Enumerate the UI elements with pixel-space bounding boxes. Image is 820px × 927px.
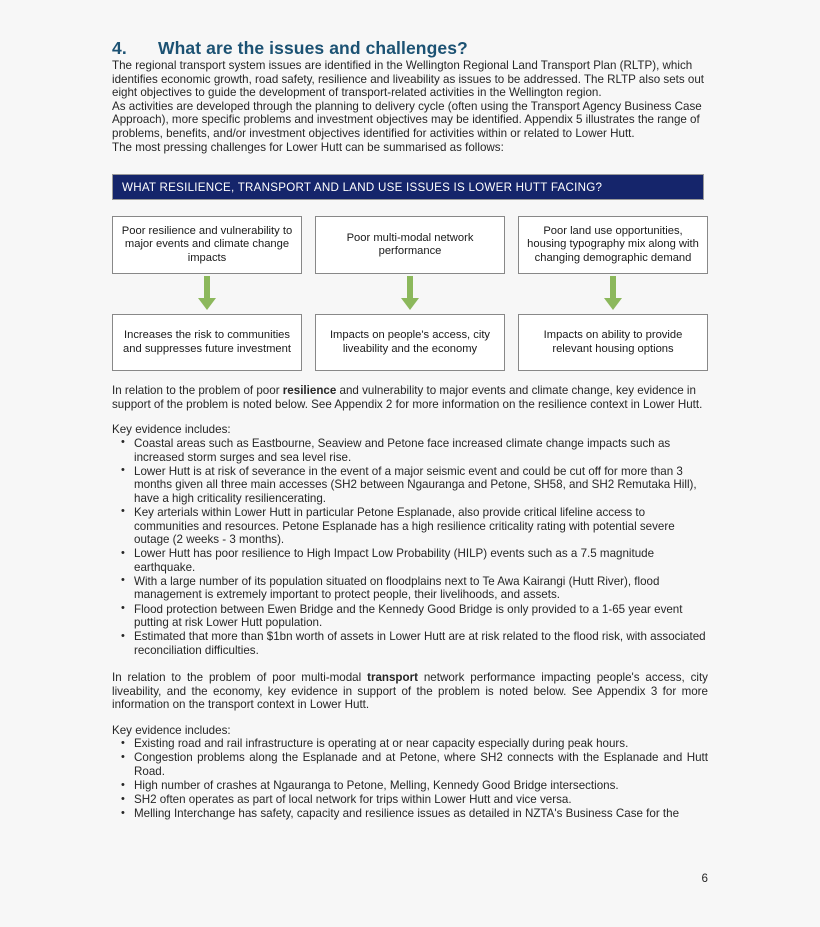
issues-diagram [112, 216, 708, 371]
resilience-lead-in: Key evidence includes: [112, 423, 231, 437]
list-item: • SH2 often operates as part of local network for trips within Lower Hutt and vice versa. [134, 793, 708, 807]
consequence-box-2: Impacts on people's access, city liveability and the economy [315, 314, 505, 371]
resilience-bullet-list [112, 437, 708, 658]
diagram-column-3-bottom [518, 314, 708, 371]
page-content [112, 0, 708, 885]
page-number: 6 [701, 872, 708, 885]
page-title [112, 38, 708, 59]
diagram-arrow-row [112, 274, 708, 314]
intro-paragraph-3: The most pressing challenges for Lower Hutt can be summarised as follows: [112, 140, 504, 154]
section-banner: WHAT RESILIENCE, TRANSPORT AND LAND USE ISSUES IS LOWER HUTT FACING? [112, 174, 704, 200]
diagram-column-1-bottom [112, 314, 302, 371]
list-item: • High number of crashes at Ngauranga to Petone, Melling, Kennedy Good Bridge intersections. [134, 779, 708, 793]
intro-paragraph-2: As activities are developed through the planning to delivery cycle (often using the Transport Agency Business Case Approach), more specific problems and investment objectives may be identified. Appendix 5 illustrates the range of problems, benefits, and/or investment objectives identified for activities within or related to Lower Hutt. [112, 99, 702, 140]
list-item: • Coastal areas such as Eastbourne, Seaview and Petone face increased climate change impacts such as increased storm surges and sea level rise. [134, 437, 708, 464]
diagram-problem-row [112, 216, 708, 274]
diagram-column-1 [112, 216, 302, 274]
list-item: • Lower Hutt has poor resilience to High Impact Low Probability (HILP) events such as a 7.5 magnitude earthquake. [134, 547, 708, 574]
diagram-column-3 [518, 216, 708, 274]
transport-lead-in: Key evidence includes: [112, 723, 231, 737]
resilience-keyword: resilience [282, 384, 337, 398]
diagram-column-2-bottom [315, 314, 505, 371]
diagram-consequence-row [112, 314, 708, 371]
resilience-intro-part-2: and vulnerability to major events and climate change, key evidence in support of the problem is noted below. See Appendix 2 for more information on the resilience context in Lower Hutt. [112, 384, 703, 411]
list-item: • Flood protection between Ewen Bridge and the Kennedy Good Bridge is only provided to a 1-65 year event putting at risk Lower Hutt population. [134, 603, 708, 630]
intro-paragraph-1: The regional transport system issues are identified in the Wellington Regional Land Transport Plan (RLTP), which identifies economic growth, road safety, resilience and liveability as issues to be addressed. The RLTP also sets out eight objectives to guide the development of transport-related activities in the Wellington region. [112, 59, 705, 100]
list-item: • Existing road and rail infrastructure is operating at or near capacity especially during peak hours. [134, 737, 708, 751]
down-arrow-icon [197, 276, 217, 312]
list-item: • Lower Hutt is at risk of severance in the event of a major seismic event and could be cut off for more than 3 months given all three main accesses (SH2 between Ngauranga and Petone, SH58, and SH2 Remutaka Hill), have a high criticality resiliencerating. [134, 465, 708, 506]
transport-intro-part-2: network performance impacting people's access, city liveability, and the economy, key evidence in support of the problem is noted below. See Appendix 3 for more information on the transport context in Lower Hutt. [112, 670, 708, 712]
resilience-intro-paragraph [112, 384, 708, 411]
list-item: • Key arterials within Lower Hutt in particular Petone Esplanade, also provide critical lifeline access to communities and resources. Petone Esplanade has a high resilience criticality rating with potential severe outage (2 weeks - 3 months). [134, 506, 708, 547]
list-item: • With a large number of its population situated on floodplains next to Te Awa Kairangi (Hutt River), flood management is extremely important to protect people, their livelihoods, and assets. [134, 575, 708, 602]
arrow-cell-3 [518, 274, 708, 314]
list-item: • Estimated that more than $1bn worth of assets in Lower Hutt are at risk related to the flood risk, with associated reconciliation difficulties. [134, 630, 708, 657]
transport-intro-paragraph [112, 671, 708, 712]
problem-box-2: Poor multi-modal network performance [315, 216, 505, 274]
transport-keyword: transport [367, 670, 418, 684]
consequence-box-3: Impacts on ability to provide relevant housing options [518, 314, 708, 371]
down-arrow-icon [400, 276, 420, 312]
problem-box-1: Poor resilience and vulnerability to major events and climate change impacts [112, 216, 302, 274]
consequence-box-1: Increases the risk to communities and suppresses future investment [112, 314, 302, 371]
section-number: 4. [112, 38, 127, 58]
diagram-column-2 [315, 216, 505, 274]
list-item: • Melling Interchange has safety, capacity and resilience issues as detailed in NZTA's Business Case for the [134, 807, 708, 821]
problem-box-3: Poor land use opportunities, housing typography mix along with changing demographic demand [518, 216, 708, 274]
arrow-cell-1 [112, 274, 302, 314]
list-item: • Congestion problems along the Esplanade and at Petone, where SH2 connects with the Esplanade and Hutt Road. [134, 751, 708, 778]
transport-intro-part-1: In relation to the problem of poor multi-modal [112, 670, 368, 684]
transport-bullet-list [112, 737, 708, 821]
down-arrow-icon [603, 276, 623, 312]
resilience-intro-part-1: In relation to the problem of poor [112, 384, 283, 398]
arrow-cell-2 [315, 274, 505, 314]
section-title-text: What are the issues and challenges? [158, 38, 468, 58]
